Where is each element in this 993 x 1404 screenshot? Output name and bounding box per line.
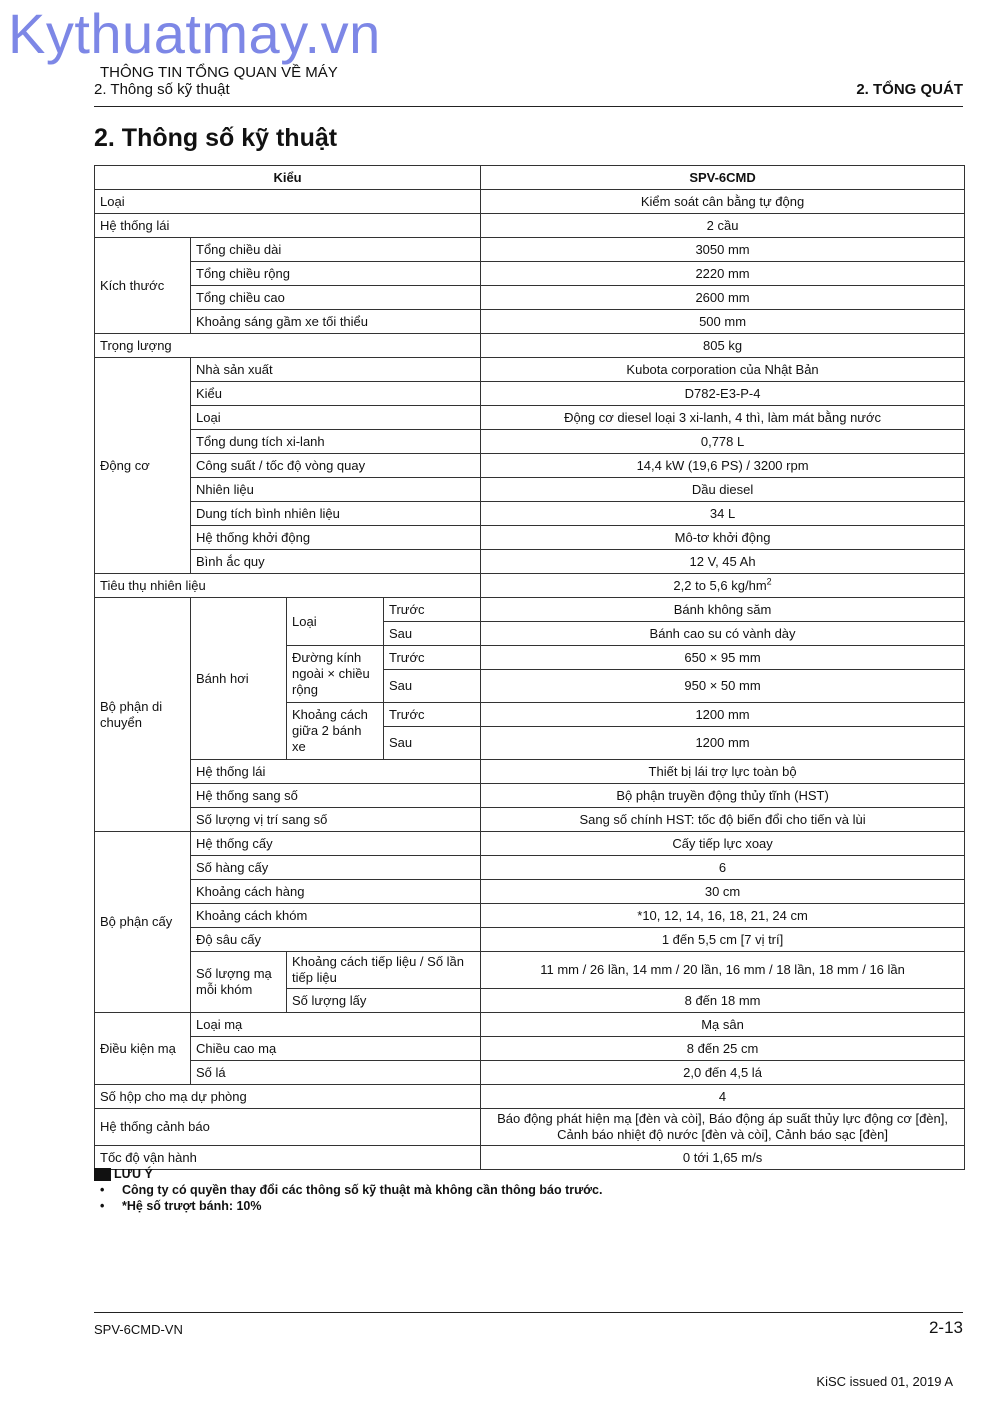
row-value: Mạ sân [481,1013,965,1037]
position-label: Sau [384,727,481,760]
subgroup-label: Số lượng mạ mỗi khóm [191,952,287,1013]
row-value: Bánh không săm [481,598,965,622]
table-row [95,382,965,406]
row-label: Nhiên liệu [191,478,481,502]
row-value: 1200 mm [481,703,965,727]
table-row [95,286,965,310]
row-label: Dung tích bình nhiên liệu [191,502,481,526]
table-row [95,406,965,430]
table-row [95,760,965,784]
table-row [95,928,965,952]
note-section [94,1167,602,1214]
row-value: *10, 12, 14, 16, 18, 21, 24 cm [481,904,965,928]
table-row [95,574,965,598]
table-row [95,808,965,832]
header-divider [94,106,963,107]
table-row [95,550,965,574]
row-value: 8 đến 25 cm [481,1037,965,1061]
table-header-row [95,166,965,190]
row-value: 500 mm [481,310,965,334]
row-label: Nhà sản xuất [191,358,481,382]
footer-doc-code: SPV-6CMD-VN [94,1322,183,1337]
row-label: Tổng chiều dài [191,238,481,262]
row-label: Số hàng cấy [191,856,481,880]
row-value: Kiểm soát cân bằng tự động [481,190,965,214]
table-row [95,856,965,880]
watermark-logo: Kythuatmay.vn [8,2,381,65]
row-value: Sang số chính HST: tốc độ biến đổi cho tiến và lùi [481,808,965,832]
table-row [95,1013,965,1037]
table-row [95,262,965,286]
row-label: Hệ thống lái [191,760,481,784]
row-value: Kubota corporation của Nhật Bản [481,358,965,382]
row-value: 2600 mm [481,286,965,310]
table-row [95,832,965,856]
table-row [95,238,965,262]
row-label: Khoảng cách tiếp liệu / Số lần tiếp liệu [287,952,481,989]
group-label: Bộ phận cấy [95,832,191,1013]
row-value: Thiết bị lái trợ lực toàn bộ [481,760,965,784]
row-label: Độ sâu cấy [191,928,481,952]
note-marker-icon [94,1168,111,1181]
row-label: Loại [191,406,481,430]
position-label: Trước [384,703,481,727]
table-row [95,526,965,550]
row-label: Hệ thống khởi động [191,526,481,550]
row-value: 30 cm [481,880,965,904]
group-label: Điều kiện mạ [95,1013,191,1085]
warning-value-line: Báo động phát hiện mạ [đèn và còi], Báo động áp suất thủy lực động cơ [đèn], [497,1111,948,1126]
row-label: Bình ắc quy [191,550,481,574]
row-value: Dầu diesel [481,478,965,502]
row-label: Số lá [191,1061,481,1085]
header-subsection-title: 2. Thông số kỹ thuật [94,81,230,98]
table-row [95,598,965,622]
row-value [481,574,965,598]
table-row [95,190,965,214]
row-label: Tổng chiều rộng [191,262,481,286]
row-value: 650 × 95 mm [481,646,965,670]
table-row [95,880,965,904]
row-label: Công suất / tốc độ vòng quay [191,454,481,478]
row-value: Cấy tiếp lực xoay [481,832,965,856]
table-row [95,784,965,808]
table-row [95,358,965,382]
row-label: Hệ thống cảnh báo [95,1109,481,1146]
row-value: Bánh cao su có vành dày [481,622,965,646]
note-list [94,1182,602,1214]
table-header-cell: Kiểu [95,166,481,190]
row-label: Hệ thống lái [95,214,481,238]
position-label: Trước [384,598,481,622]
header-section-title: THÔNG TIN TỔNG QUAN VỀ MÁY [100,64,338,81]
row-label: Khoảng sáng gầm xe tối thiểu [191,310,481,334]
row-value: 8 đến 18 mm [481,989,965,1013]
subgroup-label: Bánh hơi [191,598,287,760]
row-label: Khoảng cách hàng [191,880,481,904]
row-label: Loại [95,190,481,214]
footer-page-number: 2-13 [928,1318,963,1337]
row-value: 12 V, 45 Ah [481,550,965,574]
row-label: Loại mạ [191,1013,481,1037]
footer-issue: KiSC issued 01, 2019 A [816,1374,953,1389]
row-value: 0,778 L [481,430,965,454]
row-value: 0 tới 1,65 m/s [481,1146,965,1170]
row-value: D782-E3-P-4 [481,382,965,406]
row-label: Số lượng lấy [287,989,481,1013]
group-label: Kích thước [95,238,191,334]
position-label: Sau [384,622,481,646]
row-value: 1200 mm [481,727,965,760]
warning-value-line: Cảnh báo nhiệt độ nước [đèn và còi], Cảnh báo sạc [đèn] [557,1127,888,1142]
spec-table [94,165,965,1170]
page-title: 2. Thông số kỹ thuật [94,124,338,152]
row-label: Khoảng cách khóm [191,904,481,928]
table-row [95,1146,965,1170]
row-value: Bộ phận truyền động thủy tĩnh (HST) [481,784,965,808]
row-label: Tiêu thụ nhiên liệu [95,574,481,598]
note-item: • Công ty có quyền thay đổi các thông số kỹ thuật mà không cần thông báo trước. [94,1182,602,1198]
row-value [481,1109,965,1146]
table-row [95,952,965,989]
group-label: Bộ phận di chuyển [95,598,191,832]
position-label: Sau [384,670,481,703]
row-value: 1 đến 5,5 cm [7 vị trí] [481,928,965,952]
table-row [95,1037,965,1061]
row-value: 805 kg [481,334,965,358]
table-row [95,454,965,478]
fuel-value-text: 2,2 to 5,6 kg/hm [673,577,767,593]
row-value: 2 cầu [481,214,965,238]
fuel-value-superscript: 2 [766,576,772,587]
table-row [95,214,965,238]
row-label: Kiểu [191,382,481,406]
table-row [95,1109,965,1146]
table-row [95,310,965,334]
row-label: Tốc độ vận hành [95,1146,481,1170]
table-row [95,430,965,454]
table-header-cell: SPV-6CMD [481,166,965,190]
table-row [95,502,965,526]
row-label: Loại [287,598,384,646]
row-value: Động cơ diesel loại 3 xi-lanh, 4 thì, làm mát bằng nước [481,406,965,430]
header-chapter-title: 2. TỔNG QUÁT [856,81,963,98]
table-row [95,334,965,358]
note-item: • *Hệ số trượt bánh: 10% [94,1198,602,1214]
row-value: 6 [481,856,965,880]
table-row [95,478,965,502]
note-title: LƯU Ý [114,1167,153,1181]
position-label: Trước [384,646,481,670]
row-value: 14,4 kW (19,6 PS) / 3200 rpm [481,454,965,478]
row-value: 4 [481,1085,965,1109]
row-label: Chiều cao mạ [191,1037,481,1061]
row-label: Trọng lượng [95,334,481,358]
row-label: Số lượng vị trí sang số [191,808,481,832]
note-header [94,1167,602,1181]
row-value: 11 mm / 26 lần, 14 mm / 20 lần, 16 mm / 18 lần, 18 mm / 16 lần [481,952,965,989]
row-label: Tổng chiều cao [191,286,481,310]
row-label: Khoảng cách giữa 2 bánh xe [287,703,384,760]
row-label: Tổng dung tích xi-lanh [191,430,481,454]
row-value: Mô-tơ khởi động [481,526,965,550]
row-value: 3050 mm [481,238,965,262]
row-label: Đường kính ngoài × chiều rộng [287,646,384,703]
row-value: 2220 mm [481,262,965,286]
table-row [95,1085,965,1109]
table-row [95,904,965,928]
row-value: 950 × 50 mm [481,670,965,703]
row-label: Hệ thống sang số [191,784,481,808]
table-row [95,1061,965,1085]
row-value: 34 L [481,502,965,526]
group-label: Động cơ [95,358,191,574]
row-label: Số hộp cho mạ dự phòng [95,1085,481,1109]
row-label: Hệ thống cấy [191,832,481,856]
footer-divider [94,1312,963,1313]
row-value: 2,0 đến 4,5 lá [481,1061,965,1085]
